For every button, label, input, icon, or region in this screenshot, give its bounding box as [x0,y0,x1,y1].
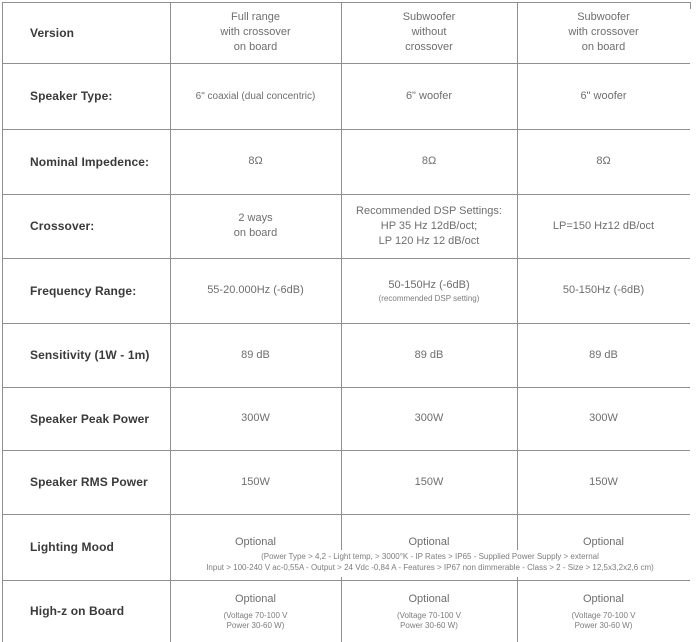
cell-line: without [411,26,447,38]
cell-speaker-type-1: 6" coaxial (dual concentric) [195,90,316,102]
cell-line: on board [233,227,278,239]
table-border-left [2,2,3,642]
cell-peak-power-3: 300W [589,412,618,424]
cell-line: crossover [405,41,453,53]
cell-line: on board [233,41,278,53]
row-label-rms-power: Speaker RMS Power [30,475,148,489]
cell-speaker-type-3: 6" woofer [580,89,627,102]
cell-crossover-2 [341,194,517,258]
footnote-line: Input > 100-240 V ac-0,55A - Output > 24 Vdc -0,84 A - Features > IP67 non dimmerable - Class > 2 - Size > 12,5x3,2x2,6 cm) [206,563,654,572]
cell-highz-1 [170,580,341,642]
cell-note-line: Power 30-60 W) [400,620,458,630]
cell-line: with crossover [568,26,639,38]
cell-line: Optional [235,592,276,605]
cell-crossover-1 [170,194,341,258]
cell-version-sub-no-xover [341,2,517,63]
cell-line: Full range [231,11,280,23]
cell-impedence-2: 8Ω [421,155,437,167]
cell-freq-range-1: 55-20.000Hz (-6dB) [207,284,304,296]
cell-line: Subwoofer [577,11,630,23]
row-label-frequency-range: Frequency Range: [30,283,137,298]
cell-freq-range-2 [341,258,517,323]
cell-note-line: Power 30-60 W) [574,620,633,630]
cell-line: Subwoofer [402,11,456,23]
cell-note-group [571,611,635,631]
cell-note-line: Power 30-60 W) [226,620,285,630]
footnote-line: (Power Type > 4,2 - Light temp, > 3000°K - IP Rates > IP65 - Supplied Power Supply > external [261,552,599,561]
cell-version-sub-xover [517,2,690,63]
cell-note-group [223,611,287,631]
lighting-mood-footnote [170,551,690,573]
cell-rms-power-2: 150W [414,475,444,488]
cell-line: 50-150Hz (-6dB) [388,278,470,291]
cell-note-line: (Voltage 70-100 V [223,610,288,620]
cell-impedence-3: 8Ω [596,155,611,167]
cell-line: on board [581,41,626,53]
cell-line: LP 120 Hz 12 dB/oct [378,234,480,247]
cell-line: Optional [408,592,450,605]
row-label-nominal-impedence: Nominal Impedence: [30,154,150,169]
cell-version-fullrange [170,2,341,63]
cell-peak-power-1: 300W [241,412,270,424]
cell-note-group [397,611,461,631]
cell-sensitivity-2: 89 dB [414,348,444,361]
cell-impedence-1: 8Ω [248,155,263,167]
cell-speaker-type-2: 6" woofer [405,89,453,102]
cell-note: (recommended DSP setting) [378,293,480,303]
cell-lighting-2: Optional [408,535,450,548]
row-label-crossover: Crossover: [30,219,95,233]
cell-highz-3 [517,580,690,642]
row-label-sensitivity: Sensitivity (1W - 1m) [30,348,150,362]
cell-sensitivity-3: 89 dB [589,348,618,361]
row-label-speaker-type: Speaker Type: [30,89,113,103]
cell-line: Recommended DSP Settings: [356,204,502,217]
row-label-high-z: High-z on Board [30,604,125,618]
row-label-version: Version [30,25,75,40]
cell-highz-2 [341,580,517,642]
cell-line: Optional [583,592,624,605]
cell-lighting-3: Optional [583,535,624,548]
cell-peak-power-2: 300W [414,412,444,424]
cell-sensitivity-1: 89 dB [241,348,270,361]
cell-note-line: (Voltage 70-100 V [396,610,462,620]
cell-note-line: (Voltage 70-100 V [571,610,636,620]
cell-freq-range-3: 50-150Hz (-6dB) [562,284,645,296]
cell-line: with crossover [220,26,291,38]
cell-lighting-1: Optional [235,535,276,548]
cell-rms-power-3: 150W [589,475,618,488]
cell-crossover-3: LP=150 Hz12 dB/oct [552,219,655,232]
cell-line: HP 35 Hz 12dB/oct; [380,219,478,232]
row-label-lighting-mood: Lighting Mood [30,540,114,554]
table-border-right-stub [690,2,691,9]
cell-rms-power-1: 150W [241,475,270,488]
row-label-peak-power: Speaker Peak Power [30,411,150,426]
cell-line: 2 ways [238,212,273,224]
